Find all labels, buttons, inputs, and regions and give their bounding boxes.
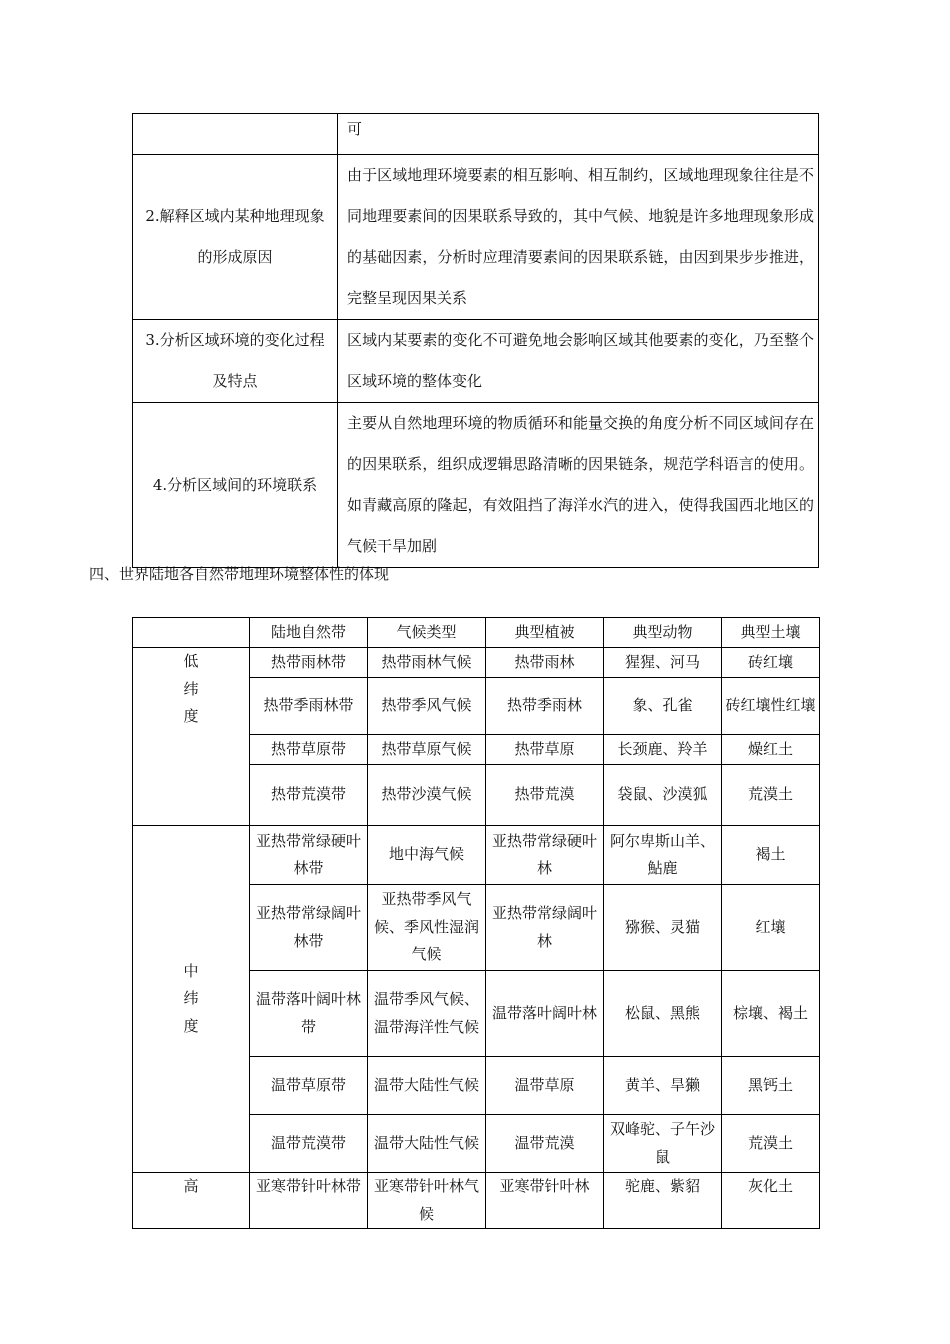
table-cell: 松鼠、黑熊 xyxy=(604,971,722,1057)
table-cell: 亚热带常绿阔叶林 xyxy=(486,885,604,971)
table-cell: 温带季风气候、温带海洋性气候 xyxy=(368,971,486,1057)
content-cell: 可 xyxy=(338,114,819,155)
table-cell: 荒漠土 xyxy=(722,1115,820,1173)
table-cell: 亚寒带针叶林气候 xyxy=(368,1173,486,1229)
table-row xyxy=(133,403,819,568)
table-row xyxy=(133,155,819,320)
table-cell: 亚寒带针叶林 xyxy=(486,1173,604,1229)
table-cell: 温带落叶阔叶林 xyxy=(486,971,604,1057)
table-cell: 热带荒漠带 xyxy=(250,765,368,826)
table-cell: 褐土 xyxy=(722,826,820,885)
table-row xyxy=(133,114,819,155)
table-row xyxy=(133,320,819,403)
table-cell: 双峰驼、子午沙鼠 xyxy=(604,1115,722,1173)
header-cell: 陆地自然带 xyxy=(250,618,368,648)
analysis-table xyxy=(132,113,819,568)
table-cell: 地中海气候 xyxy=(368,826,486,885)
table-cell: 棕壤、褐土 xyxy=(722,971,820,1057)
table-cell: 温带荒漠带 xyxy=(250,1115,368,1173)
header-cell: 典型植被 xyxy=(486,618,604,648)
table-cell: 温带草原带 xyxy=(250,1057,368,1115)
header-cell: 典型动物 xyxy=(604,618,722,648)
table-row xyxy=(133,1173,820,1229)
table-cell: 驼鹿、紫貂 xyxy=(604,1173,722,1229)
table-cell: 猕猴、灵猫 xyxy=(604,885,722,971)
task-cell xyxy=(133,114,338,155)
table-cell: 热带雨林 xyxy=(486,648,604,678)
table-cell: 象、孔雀 xyxy=(604,678,722,735)
header-cell: 气候类型 xyxy=(368,618,486,648)
table-cell: 长颈鹿、羚羊 xyxy=(604,735,722,765)
table-cell: 阿尔卑斯山羊、鮎鹿 xyxy=(604,826,722,885)
table-cell: 袋鼠、沙漠狐 xyxy=(604,765,722,826)
table-cell: 亚寒带针叶林带 xyxy=(250,1173,368,1229)
table-cell: 热带沙漠气候 xyxy=(368,765,486,826)
table-cell: 亚热带季风气候、季风性湿润气候 xyxy=(368,885,486,971)
table-cell: 亚热带常绿阔叶林带 xyxy=(250,885,368,971)
header-cell: 典型土壤 xyxy=(722,618,820,648)
table-cell: 温带大陆性气候 xyxy=(368,1115,486,1173)
table-row xyxy=(133,826,820,885)
content-cell: 由于区域地理环境要素的相互影响、相互制约，区域地理现象往往是不同地理要素间的因果联系导致的，其中气候、地貌是许多地理现象形成的基础因素，分析时应理清要素间的因果联系链，由因到果步步推进，完整呈现因果关系 xyxy=(338,155,819,320)
table-cell: 热带季风气候 xyxy=(368,678,486,735)
content-cell: 主要从自然地理环境的物质循环和能量交换的角度分析不同区域间存在的因果联系，组织成逻辑思路清晰的因果链条，规范学科语言的使用。如青藏高原的隆起，有效阻挡了海洋水汽的进入，使得我国西北地区的气候干旱加剧 xyxy=(338,403,819,568)
header-cell xyxy=(133,618,250,648)
table-header-row xyxy=(133,618,820,648)
table-cell: 黑钙土 xyxy=(722,1057,820,1115)
table-cell: 荒漠土 xyxy=(722,765,820,826)
table-cell: 温带大陆性气候 xyxy=(368,1057,486,1115)
table-cell: 黄羊、旱獭 xyxy=(604,1057,722,1115)
task-cell: 3.分析区域环境的变化过程及特点 xyxy=(133,320,338,403)
content-cell: 区域内某要素的变化不可避免地会影响区域其他要素的变化，乃至整个区域环境的整体变化 xyxy=(338,320,819,403)
table-cell: 亚热带常绿硬叶林带 xyxy=(250,826,368,885)
table-cell: 猩猩、河马 xyxy=(604,648,722,678)
table-cell: 温带荒漠 xyxy=(486,1115,604,1173)
table-row xyxy=(133,648,820,678)
table-cell: 红壤 xyxy=(722,885,820,971)
section-heading: 四、世界陆地各自然带地理环境整体性的体现 xyxy=(89,565,390,583)
table-cell: 热带草原 xyxy=(486,735,604,765)
table-cell: 热带季雨林 xyxy=(486,678,604,735)
table-cell: 亚热带常绿硬叶林 xyxy=(486,826,604,885)
latitude-cell: 中 纬 度 xyxy=(133,826,250,1173)
latitude-cell: 高 xyxy=(133,1173,250,1229)
table-cell: 热带季雨林带 xyxy=(250,678,368,735)
task-cell: 4.分析区域间的环境联系 xyxy=(133,403,338,568)
natural-zones-table xyxy=(132,617,820,1229)
latitude-cell: 低 纬 度 xyxy=(133,648,250,826)
table-cell: 热带荒漠 xyxy=(486,765,604,826)
table-cell: 砖红壤性红壤 xyxy=(722,678,820,735)
table-cell: 热带草原气候 xyxy=(368,735,486,765)
table-cell: 热带草原带 xyxy=(250,735,368,765)
table-cell: 热带雨林带 xyxy=(250,648,368,678)
task-cell: 2.解释区域内某种地理现象的形成原因 xyxy=(133,155,338,320)
table-cell: 灰化土 xyxy=(722,1173,820,1229)
table-cell: 温带草原 xyxy=(486,1057,604,1115)
table-cell: 砖红壤 xyxy=(722,648,820,678)
table-cell: 燥红土 xyxy=(722,735,820,765)
table-cell: 热带雨林气候 xyxy=(368,648,486,678)
table-cell: 温带落叶阔叶林带 xyxy=(250,971,368,1057)
